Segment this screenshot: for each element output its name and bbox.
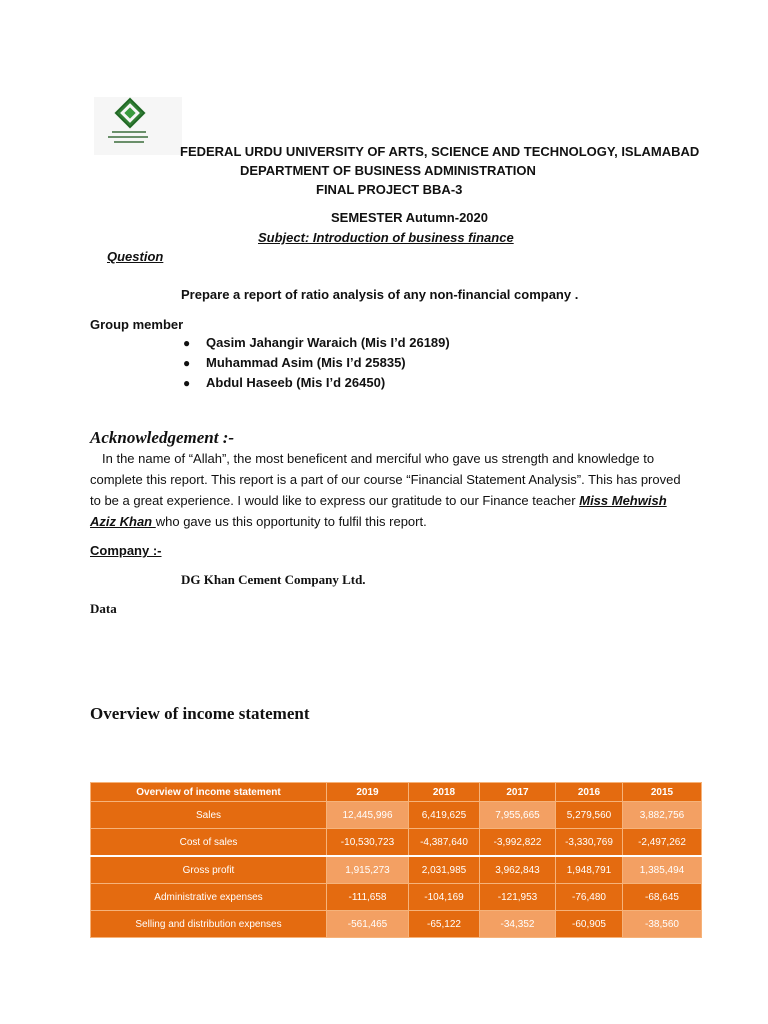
semester-label: SEMESTER Autumn-2020	[331, 210, 488, 225]
table-header-cell: 2015	[623, 783, 702, 802]
table-cell: -60,905	[556, 911, 623, 938]
table-cell: -76,480	[556, 884, 623, 911]
table-header-cell: 2016	[556, 783, 623, 802]
table-cell: 3,962,843	[480, 856, 556, 884]
table-row	[91, 829, 702, 857]
bullet-icon: ●	[183, 376, 191, 390]
table-cell: 7,955,665	[480, 802, 556, 829]
table-header-cell: 2019	[327, 783, 409, 802]
acknowledgement-text-end: who gave us this opportunity to fulfil this report.	[155, 514, 427, 529]
table-header-cell: Overview of income statement	[91, 783, 327, 802]
table-cell: 5,279,560	[556, 802, 623, 829]
table-row	[91, 911, 702, 938]
row-label: Sales	[91, 802, 327, 829]
university-name: FEDERAL URDU UNIVERSITY OF ARTS, SCIENCE AND TECHNOLOGY, ISLAMABAD	[180, 144, 700, 159]
table-cell: 3,882,756	[623, 802, 702, 829]
table-cell: 12,445,996	[327, 802, 409, 829]
group-member-label: Group member	[90, 317, 184, 332]
table-row	[91, 802, 702, 829]
table-cell: -34,352	[480, 911, 556, 938]
department-name: DEPARTMENT OF BUSINESS ADMINISTRATION	[240, 163, 536, 178]
project-title: FINAL PROJECT BBA-3	[316, 182, 463, 197]
member-name: Muhammad Asim (Mis I’d 25835)	[206, 355, 406, 370]
table-cell: -65,122	[409, 911, 480, 938]
bullet-icon: ●	[183, 336, 191, 350]
list-item	[183, 373, 450, 393]
company-name: DG Khan Cement Company Ltd.	[181, 572, 366, 587]
row-label: Gross profit	[91, 856, 327, 884]
university-logo	[94, 97, 182, 155]
acknowledgement-body	[90, 448, 690, 532]
row-label: Administrative expenses	[91, 884, 327, 911]
table-cell: 1,948,791	[556, 856, 623, 884]
table-cell: -121,953	[480, 884, 556, 911]
table-cell: -4,387,640	[409, 829, 480, 857]
table-cell: -10,530,723	[327, 829, 409, 857]
table-header-cell: 2018	[409, 783, 480, 802]
income-statement-table	[90, 782, 702, 938]
subject-line: Subject: Introduction of business finance	[258, 230, 514, 245]
logo-emblem-icon	[94, 97, 182, 155]
acknowledgement-text: In the name of “Allah”, the most beneficent and merciful who gave us strength and knowledge to complete this report. This report is a part of our course “Financial Statement Analysis”. This has proved to be a great experience. I would like to express our gratitude to our Finance teacher	[90, 451, 681, 508]
question-label: Question	[107, 249, 164, 264]
member-name: Abdul Haseeb (Mis I’d 26450)	[206, 375, 386, 390]
table-cell: 6,419,625	[409, 802, 480, 829]
teacher-name: Miss Mehwish Aziz Khan	[90, 493, 667, 529]
table-cell: -111,658	[327, 884, 409, 911]
table-cell: -561,465	[327, 911, 409, 938]
table-cell: -2,497,262	[623, 829, 702, 857]
table-cell: -104,169	[409, 884, 480, 911]
table-cell: 1,385,494	[623, 856, 702, 884]
acknowledgement-title: Acknowledgement :-	[90, 428, 235, 447]
member-name: Qasim Jahangir Waraich (Mis I’d 26189)	[206, 335, 450, 350]
table-row	[91, 884, 702, 911]
table-cell: -3,330,769	[556, 829, 623, 857]
company-label: Company :-	[90, 543, 162, 558]
list-item	[183, 333, 450, 353]
row-label: Cost of sales	[91, 829, 327, 857]
table-cell: -68,645	[623, 884, 702, 911]
overview-title: Overview of income statement	[90, 704, 310, 723]
data-label: Data	[90, 601, 117, 616]
table-row	[91, 856, 702, 884]
group-member-list	[183, 333, 450, 393]
table-header-row	[91, 783, 702, 802]
table-header-cell: 2017	[480, 783, 556, 802]
list-item	[183, 353, 450, 373]
table-cell: -38,560	[623, 911, 702, 938]
table-cell: 2,031,985	[409, 856, 480, 884]
row-label: Selling and distribution expenses	[91, 911, 327, 938]
bullet-icon: ●	[183, 356, 191, 370]
question-text: Prepare a report of ratio analysis of any non-financial company .	[181, 287, 579, 302]
table-cell: -3,992,822	[480, 829, 556, 857]
table-cell: 1,915,273	[327, 856, 409, 884]
